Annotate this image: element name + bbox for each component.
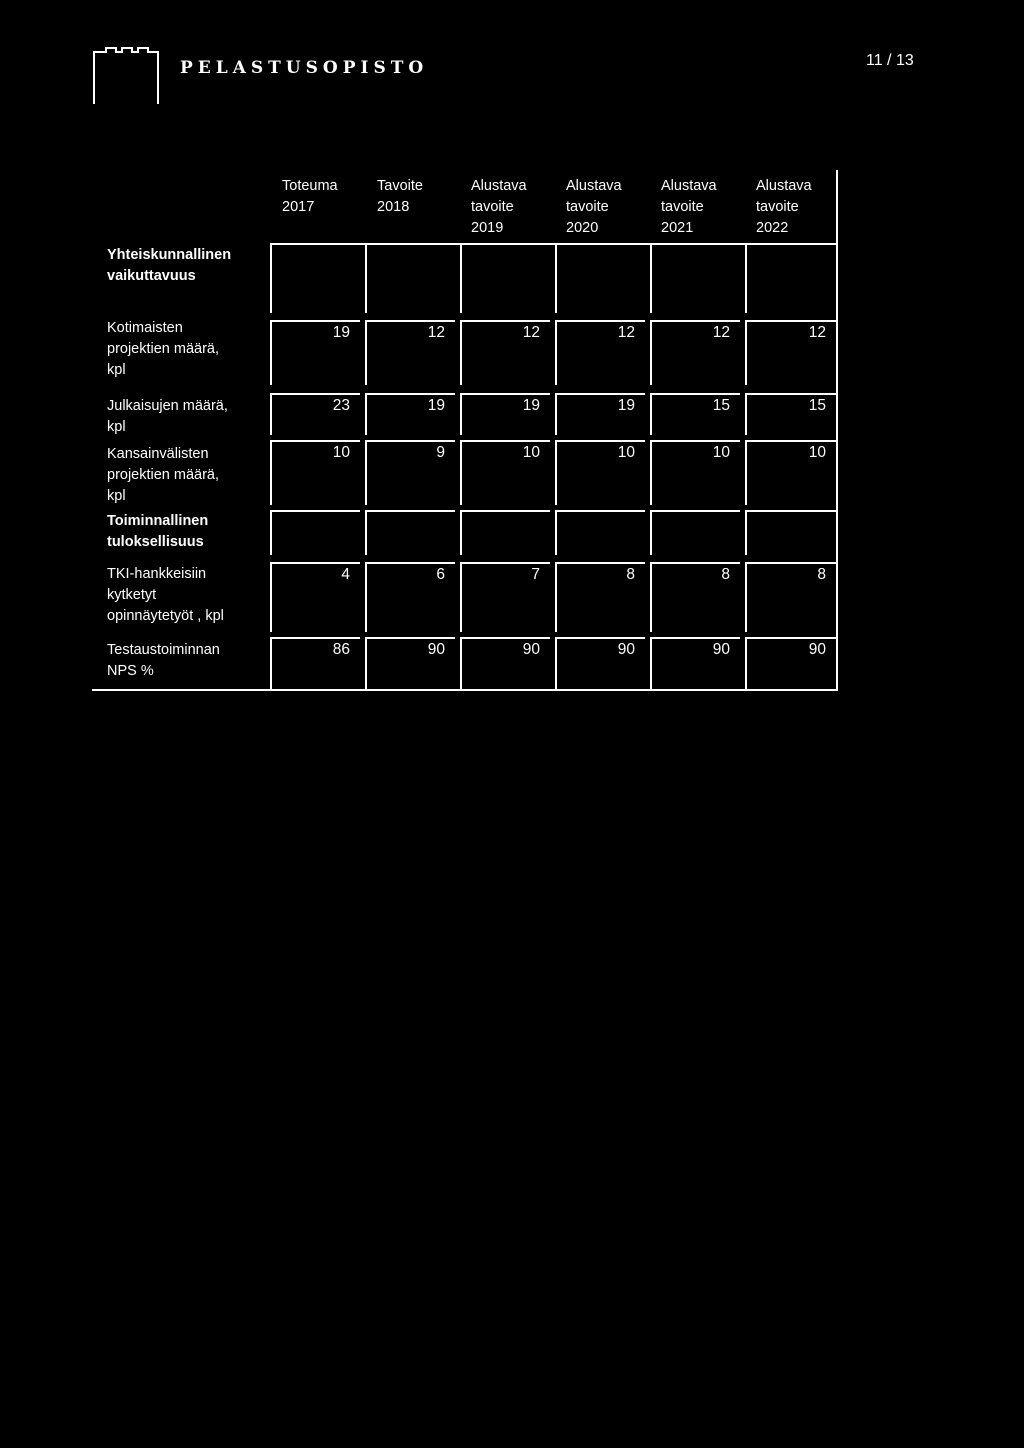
table-cell-value: 4 [341, 566, 350, 583]
table-cell-value: 90 [617, 641, 635, 658]
table-cell-value: 10 [808, 444, 826, 461]
section-label-yhteiskunnallinen-vaikuttavuus: Yhteiskunnallinen vaikuttavuus [107, 247, 232, 284]
table-cell-value: 15 [712, 397, 730, 414]
table-cell-value: 10 [712, 444, 730, 461]
column-header-2022: Alustava tavoite 2022 [756, 178, 812, 236]
table-cell [555, 510, 645, 555]
table-cell [460, 510, 550, 555]
table-cell-value: 12 [522, 324, 540, 341]
column-header-2018: Tavoite 2018 [377, 178, 423, 215]
row-label-julkaisujen-maara: Julkaisujen määrä, kpl [107, 398, 228, 435]
table-cell [270, 510, 360, 555]
table-cell-value: 90 [712, 641, 730, 658]
organization-name: PELASTUSOPISTO [180, 58, 429, 78]
table-cell [650, 243, 740, 313]
table-cell-value: 90 [427, 641, 445, 658]
column-header-2017: Toteuma 2017 [282, 178, 338, 215]
table-cell-value: 19 [617, 397, 635, 414]
table-right-border [836, 170, 838, 690]
row-label-kotimaisten-projektien: Kotimaisten projektien määrä, kpl [107, 320, 220, 378]
page-number: 11 / 13 [866, 52, 914, 69]
table-cell [745, 510, 836, 555]
table-cell-value: 12 [617, 324, 635, 341]
column-header-2019: Alustava tavoite 2019 [471, 178, 527, 236]
table-cell-value: 15 [808, 397, 826, 414]
table-cell-value: 19 [332, 324, 350, 341]
table-cell-value: 90 [808, 641, 826, 658]
table-cell-value: 86 [332, 641, 350, 658]
table-cell-value: 10 [522, 444, 540, 461]
table-cell-value: 8 [721, 566, 730, 583]
table-cell-value: 8 [626, 566, 635, 583]
section-label-toiminnallinen-tuloksellisuus: Toiminnallinen tuloksellisuus [107, 513, 209, 550]
table-cell-value: 19 [427, 397, 445, 414]
pelastusopisto-logo-icon [92, 46, 162, 104]
table-cell [650, 510, 740, 555]
table-cell [460, 243, 550, 313]
table-cell-value: 19 [522, 397, 540, 414]
table-cell-value: 23 [332, 397, 350, 414]
table-cell [270, 243, 360, 313]
table-cell-value: 12 [712, 324, 730, 341]
table-cell-value: 9 [436, 444, 445, 461]
table-cell-value: 10 [332, 444, 350, 461]
row-label-kansainvalisten-projektien: Kansainvälisten projektien määrä, kpl [107, 446, 220, 504]
table-cell [365, 243, 455, 313]
table-cell [555, 243, 645, 313]
table-cell-value: 12 [808, 324, 826, 341]
table-cell-value: 8 [817, 566, 826, 583]
table-cell [365, 510, 455, 555]
table-cell-value: 12 [427, 324, 445, 341]
row-label-tki-hankkeisiin: TKI-hankkeisiin kytketyt opinnäytetyöt , kpl [107, 566, 224, 624]
table-cell-value: 6 [436, 566, 445, 583]
table-bottom-border [92, 689, 838, 691]
row-label-testaustoiminnan-nps: Testaustoiminnan NPS % [107, 642, 220, 679]
table-cell-value: 10 [617, 444, 635, 461]
column-header-2020: Alustava tavoite 2020 [566, 178, 622, 236]
table-cell-value: 7 [531, 566, 540, 583]
table-cell-value: 90 [522, 641, 540, 658]
column-header-2021: Alustava tavoite 2021 [661, 178, 717, 236]
table-cell [745, 243, 836, 313]
